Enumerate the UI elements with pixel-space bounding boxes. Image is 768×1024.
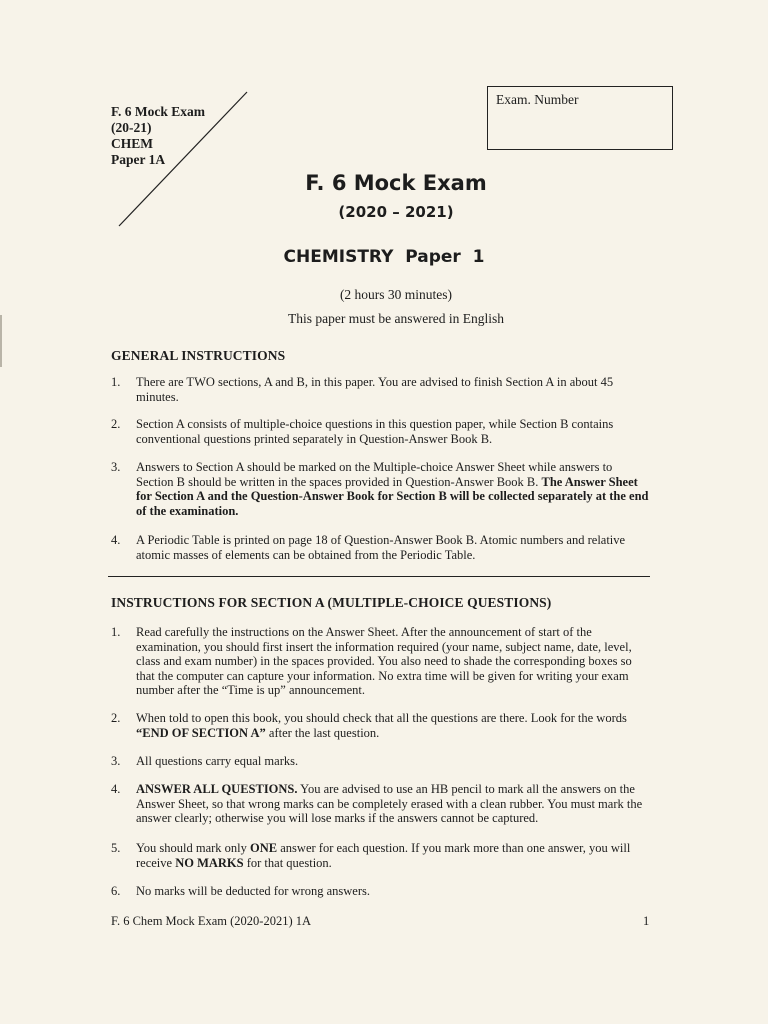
section-divider [108, 576, 650, 577]
section-a-instruction-item [111, 754, 651, 769]
exam-number-label: Exam. Number [496, 92, 579, 107]
item-number: 6. [111, 884, 121, 898]
section-a-instructions-heading: INSTRUCTIONS FOR SECTION A (MULTIPLE-CHOICE QUESTIONS) [111, 595, 552, 610]
footer-text: F. 6 Chem Mock Exam (2020-2021) 1A [111, 914, 312, 928]
item-text [136, 460, 651, 518]
item-number: 5. [111, 841, 121, 855]
item-number: 3. [111, 460, 121, 474]
item-text [136, 782, 651, 826]
item-number: 4. [111, 782, 121, 796]
exam-year: (2020 – 2021) [338, 203, 454, 221]
item-text-bold: NO MARKS [175, 855, 244, 870]
item-text: A Periodic Table is printed on page 18 of Question-Answer Book B. Atomic numbers and relative atomic masses of elements can be obtained from the Periodic Table. [136, 533, 626, 562]
item-text: Section A consists of multiple-choice questions in this question paper, while Section B contains conventional questions printed separately in Question-Answer Book B. [136, 417, 614, 446]
item-number: 2. [111, 711, 121, 725]
item-text: All questions carry equal marks. [136, 754, 299, 768]
general-instructions-heading: GENERAL INSTRUCTIONS [111, 348, 286, 363]
section-a-instruction-item [111, 625, 651, 698]
general-instruction-item [111, 417, 651, 446]
general-instruction-item [111, 460, 651, 518]
item-text-bold: The Answer Sheet for Section A and the Question-Answer Book for Section B will be collected separately at the end of the examination. [136, 474, 649, 518]
item-text [136, 841, 651, 870]
item-text-plain: Answers to Section A should be marked on the Multiple-choice Answer Sheet while answers to Section B should be written in the spaces provided in Question-Answer Book B. [136, 460, 613, 489]
section-a-instruction-item [111, 711, 651, 740]
item-number: 3. [111, 754, 121, 768]
scan-margin-mark [0, 315, 2, 367]
item-text-bold: ANSWER ALL QUESTIONS. [136, 782, 298, 796]
item-text-plain: after the last question. [265, 725, 380, 740]
item-text-plain: You should mark only [136, 841, 251, 855]
item-text-plain: You are advised to use an HB pencil to mark all the answers on the Answer Sheet, so that wrong marks can be completely erased with a clean rubber. You must mark the answer clearly; otherwise you will lose marks if the answers cannot be captured. [136, 782, 643, 825]
subject-title: CHEMISTRY Paper 1 [283, 247, 485, 267]
item-text: No marks will be deducted for wrong answers. [136, 884, 370, 898]
item-text-plain: answer for each question. If you mark more than one answer, you will receive [136, 841, 631, 870]
item-text: There are TWO sections, A and B, in this paper. You are advised to finish Section A in about 45 minutes. [136, 375, 614, 404]
section-a-instruction-item [111, 884, 651, 899]
page-title: F. 6 Mock Exam [305, 171, 487, 195]
item-text-bold: ONE [250, 841, 278, 855]
corner-label-line: (20-21) [111, 120, 152, 135]
general-instruction-item [111, 533, 651, 562]
language-note: This paper must be answered in English [288, 311, 504, 326]
item-text-plain: for that question. [243, 855, 332, 870]
item-number: 1. [111, 625, 121, 639]
item-number: 4. [111, 533, 121, 547]
corner-label-line: F. 6 Mock Exam [111, 104, 205, 119]
corner-label-line: CHEM [111, 136, 153, 151]
item-text: Read carefully the instructions on the Answer Sheet. After the announcement of start of the examination, you should first insert the information required (your name, subject name, date, level, class and exam number) in the spaces provided. You also need to shade the corresponding boxes so that the computer can capture your information. No extra time will be given for writing your exam number after the “Time is up” announcement. [136, 625, 632, 697]
exam-number-box[interactable] [487, 86, 673, 150]
section-a-instruction-item [111, 841, 651, 870]
exam-duration: (2 hours 30 minutes) [339, 287, 453, 302]
page-number: 1 [643, 914, 650, 928]
corner-label-line: Paper 1A [111, 152, 166, 167]
item-text [136, 711, 651, 740]
section-a-instruction-item [111, 782, 651, 826]
item-text-bold: “END OF SECTION A” [136, 725, 266, 740]
item-number: 1. [111, 375, 121, 389]
item-text-plain: When told to open this book, you should check that all the questions are there. Look for the words [136, 711, 627, 725]
item-number: 2. [111, 417, 121, 431]
general-instruction-item [111, 375, 651, 404]
